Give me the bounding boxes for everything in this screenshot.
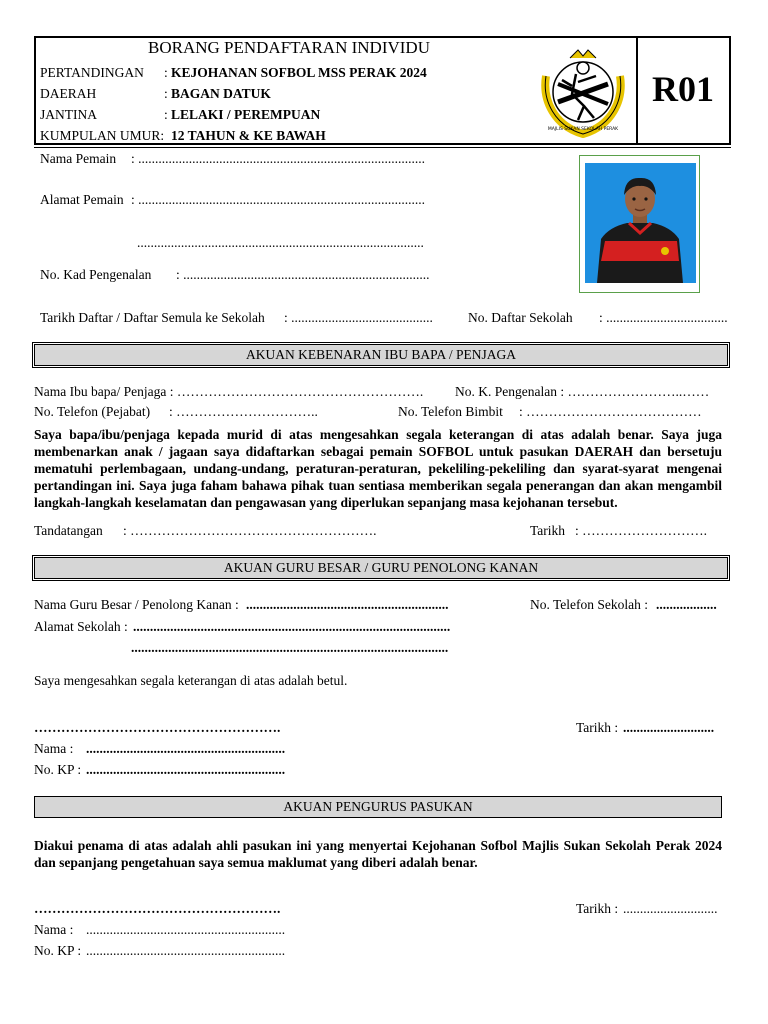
player-address-field-2[interactable]: ..................................................................................... bbox=[137, 235, 424, 250]
gender-label: JANTINA bbox=[40, 107, 97, 122]
age-group-label: KUMPULAN UMUR: bbox=[40, 128, 165, 143]
ic-label: No. Kad Pengenalan bbox=[40, 267, 152, 282]
school-phone-label: No. Telefon Sekolah : bbox=[530, 597, 649, 612]
headmaster-name2-field[interactable]: ........................................................... bbox=[86, 741, 286, 756]
team-kp-label: No. KP : bbox=[34, 943, 82, 958]
headmaster-statement: Saya mengesahkan segala keterangan di atas adalah betul. bbox=[34, 673, 348, 688]
school-address-label: Alamat Sekolah : bbox=[34, 619, 128, 634]
team-manager-statement: Diakui penama di atas adalah ahli pasukan ini yang menyertai Kejohanan Sofbol Majlis Sukan Sekolah Perak 2024 dan sepanjang pengetahuan saya semua maklumat yang diberi adalah benar. bbox=[34, 838, 722, 870]
school-reg-no-label: No. Daftar Sekolah bbox=[468, 310, 573, 325]
parent-date-field[interactable]: : ………………………. bbox=[575, 523, 708, 538]
office-phone-field[interactable]: : ………………………….. bbox=[169, 404, 318, 419]
competition-value: KEJOHANAN SOFBOL MSS PERAK 2024 bbox=[171, 65, 427, 80]
team-signature-field[interactable]: ………………………………………………. bbox=[34, 901, 281, 916]
team-name-label: Nama : bbox=[34, 922, 74, 937]
headmaster-kp-label: No. KP : bbox=[34, 762, 82, 777]
mobile-phone-label: No. Telefon Bimbit bbox=[398, 404, 503, 419]
headmaster-kp-field[interactable]: ........................................................... bbox=[86, 762, 286, 777]
player-name-label: Nama Pemain bbox=[40, 151, 117, 166]
headmaster-signature-field[interactable]: ………………………………………………. bbox=[34, 720, 281, 735]
emblem-text: MAJLIS SUKAN SEKOLAH PERAK bbox=[547, 127, 619, 132]
code-divider bbox=[636, 38, 638, 145]
district-label: DAERAH bbox=[40, 86, 97, 101]
gender-value: LELAKI / PEREMPUAN bbox=[171, 107, 321, 122]
parent-signature-field[interactable]: : ………………………………………………. bbox=[123, 523, 377, 538]
parent-date-label: Tarikh bbox=[530, 523, 566, 538]
team-kp-field[interactable]: ........................................................... bbox=[86, 943, 286, 958]
headmaster-name-label: Nama Guru Besar / Penolong Kanan : bbox=[34, 597, 239, 612]
form-code: R01 bbox=[652, 69, 714, 109]
player-address-label: Alamat Pemain bbox=[40, 192, 124, 207]
headmaster-date-field[interactable]: ........................... bbox=[623, 720, 715, 735]
age-group-value: 12 TAHUN & KE BAWAH bbox=[171, 128, 326, 143]
player-name-field[interactable]: : ..................................................................................... bbox=[131, 151, 426, 166]
team-name-field[interactable]: ........................................................... bbox=[86, 922, 286, 937]
school-reg-no-field[interactable]: : .................................... bbox=[599, 310, 728, 325]
office-phone-label: No. Telefon (Pejabat) bbox=[34, 404, 151, 419]
parent-signature-label: Tandatangan bbox=[34, 523, 103, 538]
form-title: BORANG PENDAFTARAN INDIVIDU bbox=[148, 38, 430, 57]
headmaster-name-field[interactable]: ............................................................ bbox=[246, 597, 449, 612]
msss-perak-emblem-icon bbox=[540, 46, 626, 138]
parent-consent-header: AKUAN KEBENARAN IBU BAPA / PENJAGA bbox=[34, 344, 728, 366]
parent-declaration: Saya bapa/ibu/penjaga kepada murid di atas mengesahkan segala keterangan di atas adalah benar. Saya juga membenarkan anak / jagaan saya didaftarkan sebagai pemain SOFBOL untuk pasukan DAERAH dan bersetuju mematuhi perlembagaan, undang-undang, peraturan-peraturan, pekeliling-pekeliling dan syarat-syarat mengenai pertandingan ini. Saya juga faham bahawa pihak tuan sentiasa memberikan segala penerangan dan akan mengambil langkah-langkah keselamatan dan pengawasan yang diperlukan sepanjang masa kejohanan tersebut. bbox=[34, 427, 722, 510]
gender-sep: : bbox=[164, 107, 168, 122]
parent-name-field[interactable]: Nama Ibu bapa/ Penjaga : ………………………………………………. bbox=[34, 384, 424, 399]
district-sep: : bbox=[164, 86, 168, 101]
school-address-field[interactable]: .............................................................................................. bbox=[133, 619, 451, 634]
competition-label: PERTANDINGAN bbox=[40, 65, 144, 80]
reg-date-field[interactable]: : .......................................... bbox=[284, 310, 433, 325]
headmaster-header: AKUAN GURU BESAR / GURU PENOLONG KANAN bbox=[34, 557, 728, 579]
school-address-field-2[interactable]: .............................................................................................. bbox=[131, 640, 449, 655]
school-phone-field[interactable]: .................. bbox=[656, 597, 717, 612]
team-date-label: Tarikh : bbox=[576, 901, 619, 916]
team-manager-header: AKUAN PENGURUS PASUKAN bbox=[34, 796, 722, 818]
player-photo bbox=[585, 163, 696, 283]
headmaster-date-label: Tarikh : bbox=[576, 720, 619, 735]
header-divider bbox=[34, 147, 731, 148]
ic-field[interactable]: : ......................................................................... bbox=[176, 267, 430, 282]
team-date-field[interactable]: ............................ bbox=[623, 901, 718, 916]
player-address-field[interactable]: : ..................................................................................... bbox=[131, 192, 426, 207]
reg-date-label: Tarikh Daftar / Daftar Semula ke Sekolah bbox=[40, 310, 265, 325]
district-value: BAGAN DATUK bbox=[171, 86, 271, 101]
headmaster-name2-label: Nama : bbox=[34, 741, 74, 756]
mobile-phone-field[interactable]: : ………………………………… bbox=[519, 404, 702, 419]
parent-ic-field[interactable]: No. K. Pengenalan : ……………………..…… bbox=[455, 384, 710, 399]
competition-sep: : bbox=[164, 65, 168, 80]
